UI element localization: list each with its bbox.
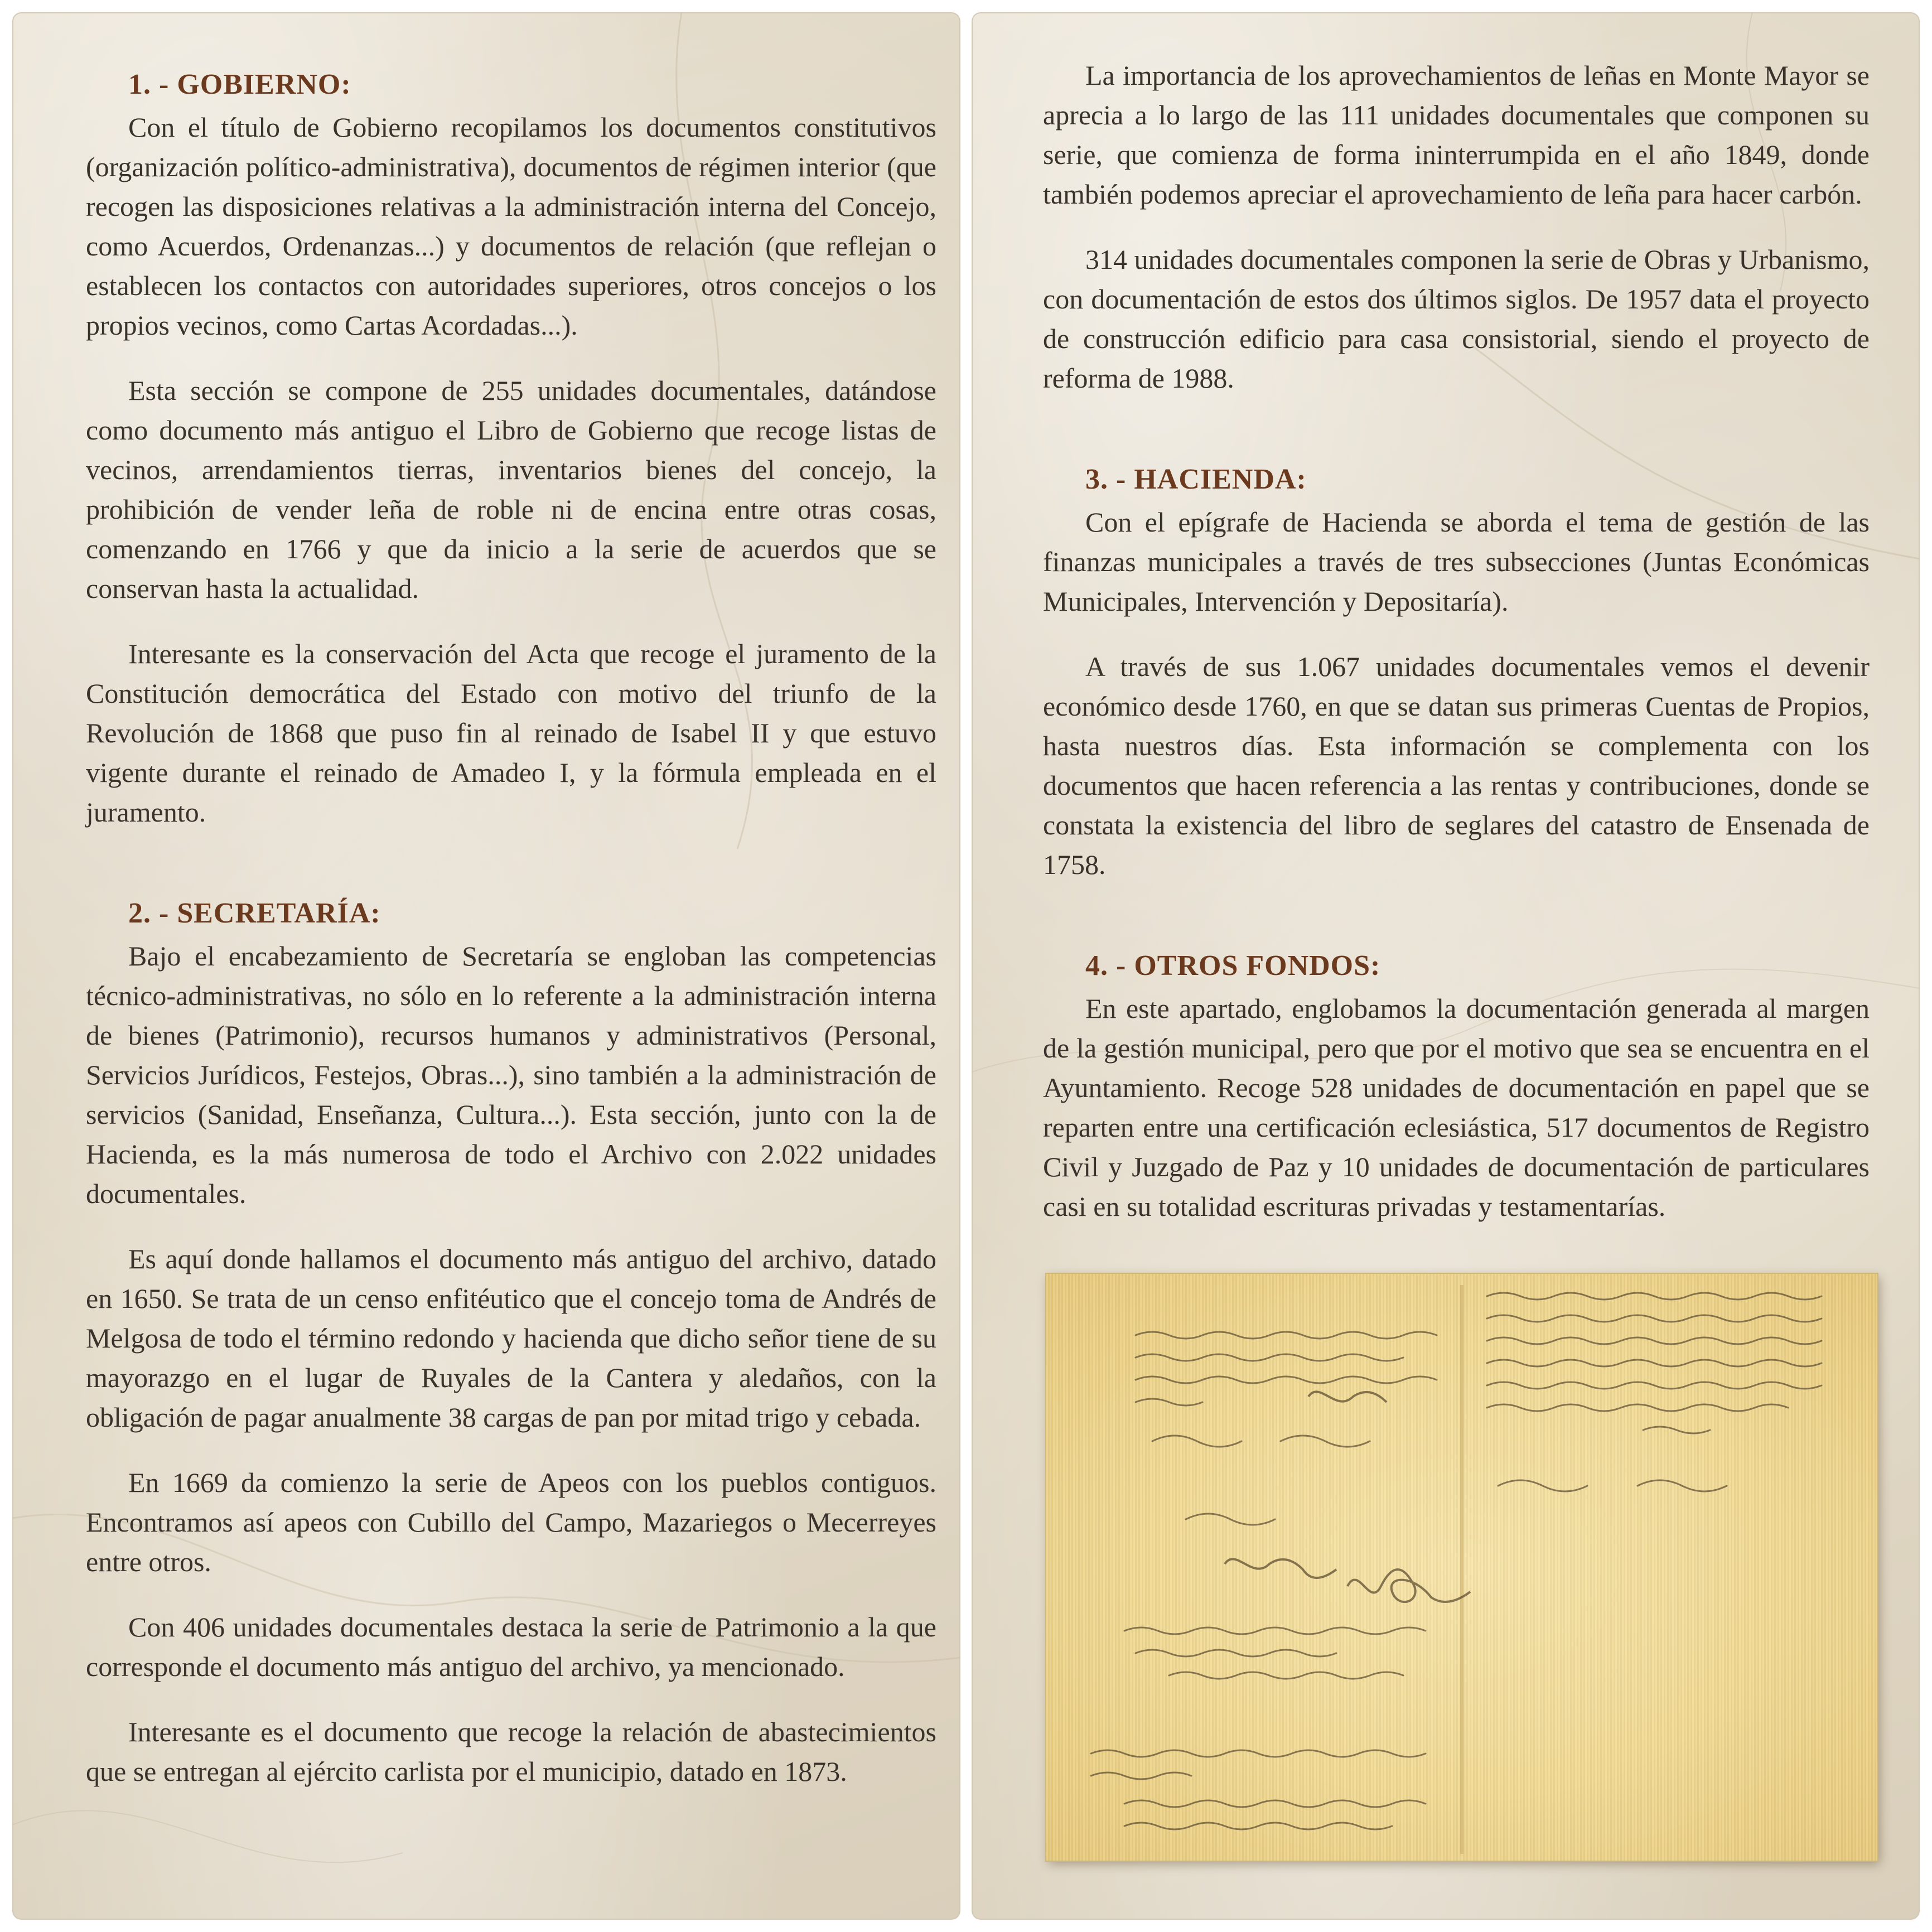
right-column <box>1043 56 1870 1252</box>
paragraph: Es aquí donde hallamos el documento más antiguo del archivo, datado en 1650. Se trata de un censo enfitéutico que el concejo toma de Andrés de Melgosa de todo el término redondo y hacienda que dicho señor tiene de su mayorazgo en el lugar de Ruyales de la Cantera y aledaños, con la obligación de pagar anualmente 38 cargas de pan por mitad trigo y cebada. <box>86 1243 936 1433</box>
paragraph: A través de sus 1.067 unidades documentales vemos el devenir económico desde 1760, en que se datan sus primeras Cuentas de Propios, hasta nuestros días. Esta información se complementa con los documentos que hacen referencia a las rentas y contribuciones, donde se constata la existencia del libro de seglares del catastro de Ensenada de 1758. <box>1043 651 1870 880</box>
left-column <box>86 68 936 1817</box>
paragraph: Con el título de Gobierno recopilamos los documentos constitutivos (organización político-administrativa), documentos de régimen interior (que recogen las disposiciones relativas a la administración interna del Concejo, como Acuerdos, Ordenanzas...) y documentos de relación (que reflejan o establecen los contactos con autoridades superiores, otros concejos o los propios vecinos, como Cartas Acordadas...). <box>86 112 936 341</box>
paragraph: 314 unidades documentales componen la serie de Obras y Urbanismo, con documentación de estos dos últimos siglos. De 1957 data el proyecto de construcción edificio para casa consistorial, siendo el proyecto de reforma de 1988. <box>1043 244 1870 394</box>
section-title-secretaria: 2. - SECRETARÍA: <box>128 897 381 929</box>
section-title-gobierno: 1. - GOBIERNO: <box>128 69 351 100</box>
paragraph: En este apartado, englobamos la documentación generada al margen de la gestión municipal, pero que por el motivo que sea se encuentra en el Ayuntamiento. Recoge 528 unidades de documentación en papel que se reparten entre una certificación eclesiástica, 517 documentos de Registro Civil y Juzgado de Paz y 10 unidades de documentación de particulares casi en su totalidad escrituras privadas y testamentarías. <box>1043 993 1870 1222</box>
paragraph: Con 406 unidades documentales destaca la serie de Patrimonio a la que corresponde el documento más antiguo del archivo, ya mencionado. <box>86 1611 936 1682</box>
manuscript-photo <box>1046 1274 1877 1861</box>
section-title-otros-fondos: 4. - OTROS FONDOS: <box>1085 950 1381 982</box>
paragraph: Esta sección se compone de 255 unidades documentales, datándose como documento más antiguo el Libro de Gobierno que recoge listas de vecinos, arrendamientos tierras, inventarios bienes del concejo, la prohibición de vender leña de roble ni de encina entre otras cosas, comenzando en 1766 y que da inicio a la serie de acuerdos que se conservan hasta la actualidad. <box>86 375 936 604</box>
handwriting-icon <box>1046 1274 1877 1861</box>
paragraph: En 1669 da comienzo la serie de Apeos con los pueblos contiguos. Encontramos así apeos con Cubillo del Campo, Mazariegos o Mecerreyes entre otros. <box>86 1467 936 1577</box>
paragraph: La importancia de los aprovechamientos de leñas en Monte Mayor se aprecia a lo largo de las 111 unidades documentales que componen su serie, que comienza de forma ininterrumpida en el año 1849, donde también podemos apreciar el aprovechamiento de leña para hacer carbón. <box>1043 60 1870 210</box>
paragraph: Bajo el encabezamiento de Secretaría se engloban las competencias técnico-administrativas, no sólo en lo referente a la administración interna de bienes (Patrimonio), recursos humanos y administrativos (Personal, Servicios Jurídicos, Festejos, Obras...), sino también a la administración de servicios (Sanidad, Enseñanza, Cultura...). Esta sección, junto con la de Hacienda, es la más numerosa de todo el Archivo con 2.022 unidades documentales. <box>86 940 936 1209</box>
paragraph: Interesante es el documento que recoge la relación de abastecimientos que se entregan al ejército carlista por el municipio, datado en 1873. <box>86 1716 936 1787</box>
paragraph: Interesante es la conservación del Acta que recoge el juramento de la Constitución democrática del Estado con motivo del triunfo de la Revolución de 1868 que puso fin al reinado de Isabel II y que estuvo vigente durante el reinado de Amadeo I, y la fórmula empleada en el juramento. <box>86 638 936 828</box>
paragraph: Con el epígrafe de Hacienda se aborda el tema de gestión de las finanzas municipales a través de tres subsecciones (Juntas Económicas Municipales, Intervención y Depositaría). <box>1043 506 1870 617</box>
left-page <box>12 12 960 1920</box>
right-page <box>972 12 1920 1920</box>
section-title-hacienda: 3. - HACIENDA: <box>1085 463 1307 495</box>
